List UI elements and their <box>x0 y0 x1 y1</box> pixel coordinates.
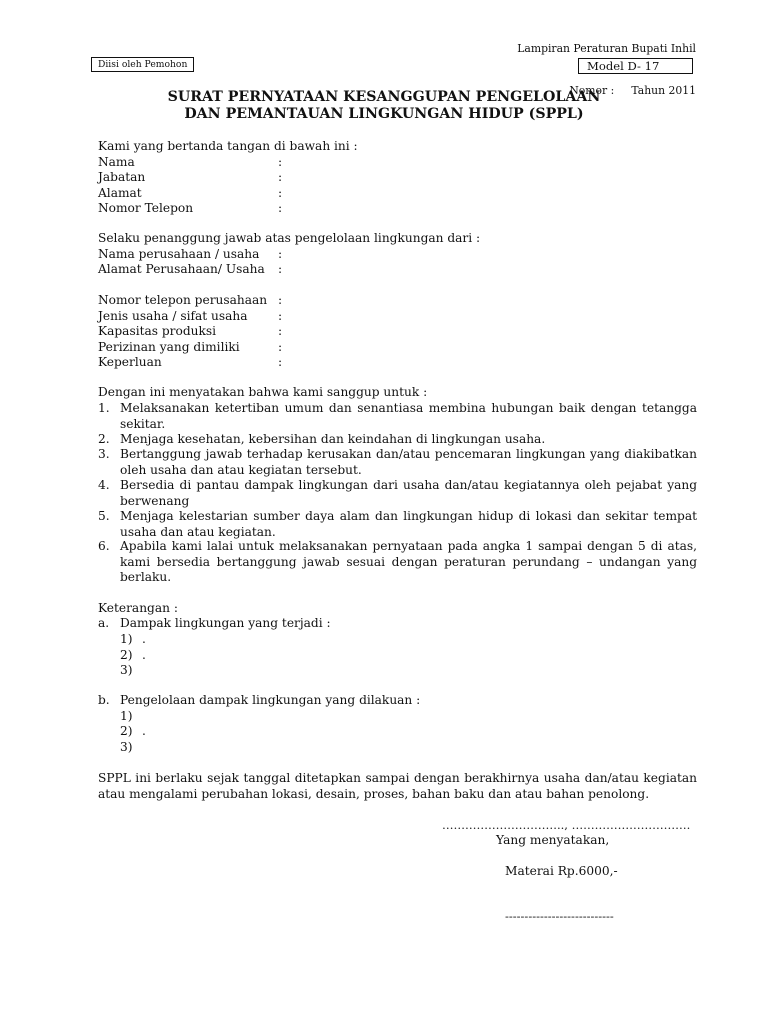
revenue-stamp-label: Materai Rp.6000,- <box>505 864 618 878</box>
identity-section <box>98 139 358 217</box>
field-row <box>98 340 282 356</box>
field-row <box>98 309 282 325</box>
statement-item <box>98 509 697 540</box>
notes-item-value: . <box>142 648 146 662</box>
statement-intro: Dengan ini menyatakan bahwa kami sanggup untuk : <box>98 385 428 399</box>
field-separator: : <box>278 170 283 184</box>
item-text: Apabila kami lalai untuk melaksanakan pernyataan pada angka 1 sampai dengan 5 di atas, kami bersedia bertanggung jawab sesuai dengan peraturan perundang – undangan yang berlaku. <box>120 539 697 584</box>
notes-b-item <box>120 724 146 740</box>
statement-item <box>98 478 697 509</box>
notes-a-item <box>120 648 146 664</box>
notes-item-value: . <box>142 724 146 738</box>
item-number: 4. <box>98 478 110 492</box>
item-text: Bersedia di pantau dampak lingkungan dari usaha dan/atau kegiatannya oleh pejabat yang berwenang <box>120 478 697 508</box>
document-title-line2: DAN PEMANTAUAN LINGKUNGAN HIDUP (SPPL) <box>184 106 584 122</box>
notes-item-number: 3) <box>120 663 133 677</box>
notes-label: Keterangan : <box>98 601 178 615</box>
field-row <box>98 355 282 371</box>
field-separator: : <box>278 355 283 369</box>
signature-line: ---------------------------- <box>505 909 614 923</box>
company-details-section <box>98 293 282 371</box>
regulation-title: Lampiran Peraturan Bupati Inhil <box>517 42 696 55</box>
notes-b-item <box>120 740 142 756</box>
notes-item-number: 1) <box>120 632 133 646</box>
statement-item <box>98 539 697 586</box>
signature-place-date: ………………………….., …………………………. <box>442 818 691 832</box>
signature-stated-by: Yang menyatakan, <box>496 833 610 847</box>
field-row <box>98 247 480 263</box>
company-section <box>98 231 480 278</box>
statement-item <box>98 447 697 478</box>
field-separator: : <box>278 201 283 215</box>
field-separator: : <box>278 308 283 323</box>
item-text: Melaksanakan ketertiban umum dan senantiasa membina hubungan baik dengan tetangga sekitar. <box>120 401 697 431</box>
document-title-line1: SURAT PERNYATAAN KESANGGUPAN PENGELOLAAN <box>167 89 601 105</box>
notes-b-item <box>120 709 142 725</box>
field-label: Nama perusahaan / usaha <box>98 246 260 261</box>
item-text: Menjaga kesehatan, kebersihan dan keindahan di lingkungan usaha. <box>120 432 546 446</box>
statement-item <box>98 401 697 432</box>
field-label: Nomor telepon perusahaan <box>98 293 268 307</box>
filled-by-applicant-box: Diisi oleh Pemohon <box>91 57 194 72</box>
notes-item-number: 3) <box>120 740 133 754</box>
field-label: Jenis usaha / sifat usaha <box>98 308 248 323</box>
notes-letter: b. <box>98 693 110 707</box>
field-row <box>98 186 358 202</box>
field-row <box>98 201 358 217</box>
field-row <box>98 155 358 171</box>
item-number: 6. <box>98 539 110 553</box>
notes-item-number: 2) <box>120 648 133 662</box>
field-separator: : <box>278 154 283 169</box>
notes-a-item <box>120 632 146 648</box>
field-label: Kapasitas produksi <box>98 324 217 338</box>
notes-letter: a. <box>98 616 110 630</box>
notes-title: Pengelolaan dampak lingkungan yang dilakuan : <box>120 693 421 707</box>
field-separator: : <box>278 339 283 354</box>
field-label: Alamat <box>98 185 142 200</box>
notes-b-heading <box>98 693 697 709</box>
regulation-number: Nomor : Tahun 2011 <box>569 84 696 97</box>
notes-a-item <box>120 663 142 679</box>
statement-item <box>98 432 697 448</box>
field-label: Jabatan <box>98 170 146 184</box>
field-label: Nomor Telepon <box>98 201 194 215</box>
notes-item-number: 2) <box>120 724 133 738</box>
field-label: Alamat Perusahaan/ Usaha <box>98 262 265 276</box>
notes-item-value: . <box>142 632 146 646</box>
model-code-box: Model D- 17 <box>578 58 693 74</box>
company-intro: Selaku penanggung jawab atas pengelolaan lingkungan dari : <box>98 231 481 245</box>
item-number: 5. <box>98 509 110 523</box>
item-number: 3. <box>98 447 110 461</box>
item-text: Bertanggung jawab terhadap kerusakan dan/atau pencemaran lingkungan yang diakibatkan oleh usaha dan atau kegiatan tersebut. <box>120 447 697 477</box>
field-label: Keperluan <box>98 355 162 369</box>
field-row <box>98 293 282 309</box>
notes-a-heading <box>98 616 697 632</box>
notes-item-number: 1) <box>120 709 133 723</box>
field-separator: : <box>278 185 283 200</box>
field-row <box>98 324 282 340</box>
field-row <box>98 170 358 186</box>
field-row <box>98 262 480 278</box>
validity-paragraph: SPPL ini berlaku sejak tanggal ditetapkan sampai dengan berakhirnya usaha dan/atau kegiatan atau mengalami perubahan lokasi, desain, proses, bahan baku dan atau bahan penolong. <box>98 771 697 801</box>
field-label: Perizinan yang dimiliki <box>98 339 240 354</box>
item-number: 2. <box>98 432 110 446</box>
field-separator: : <box>278 246 283 261</box>
field-separator: : <box>278 324 283 338</box>
item-text: Menjaga kelestarian sumber daya alam dan lingkungan hidup di lokasi dan sekitar tempat usaha dan atau kegiatan. <box>120 509 697 539</box>
field-label: Nama <box>98 154 135 169</box>
identity-intro: Kami yang bertanda tangan di bawah ini : <box>98 139 358 153</box>
notes-title: Dampak lingkungan yang terjadi : <box>120 616 331 630</box>
field-separator: : <box>278 262 283 276</box>
field-separator: : <box>278 293 283 307</box>
item-number: 1. <box>98 401 110 415</box>
